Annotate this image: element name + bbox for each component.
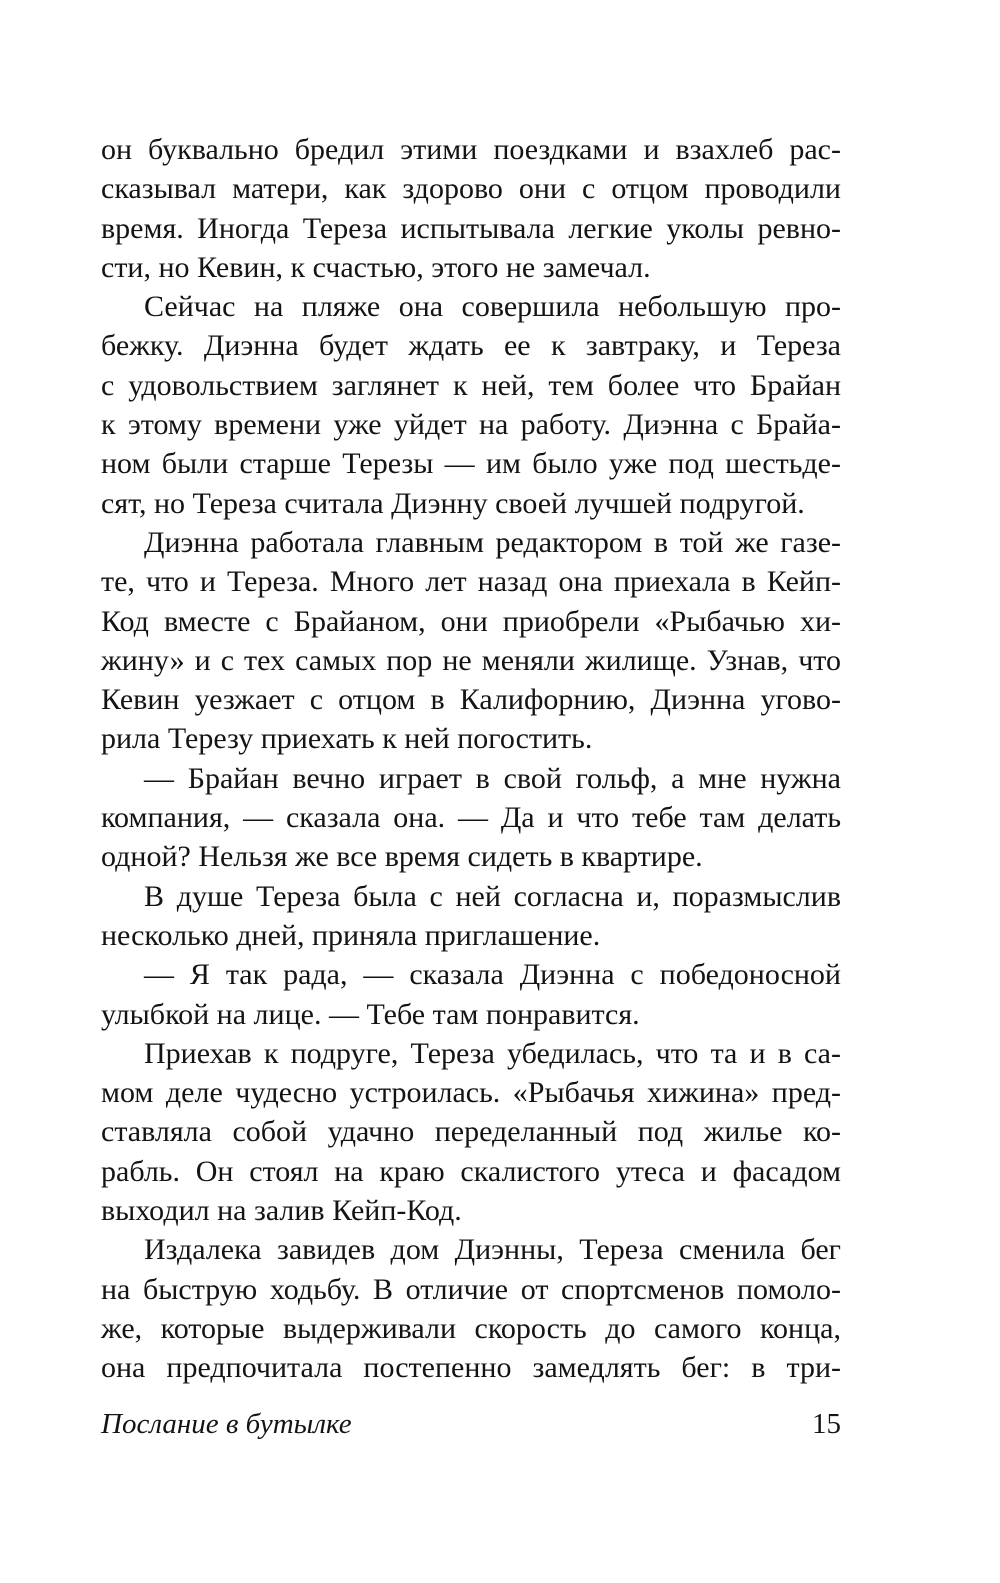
- running-footer-book-title: Послание в бутылке: [101, 1408, 352, 1440]
- text-line: — Брайан вечно играет в свой гольф, а мне нужна: [144, 761, 841, 795]
- text-line: ставляла собой удачно переделанный под жилье ко-: [101, 1115, 841, 1149]
- text-line: он буквально бредил этими поездками и взахлеб рас-: [101, 133, 841, 166]
- text-line: рила Терезу приехать к ней погостить.: [101, 722, 593, 756]
- text-line: сят, но Тереза считала Диэнну своей лучшей подругой.: [101, 486, 805, 520]
- text-line: Код вместе с Брайаном, они приобрели «Рыбачью хи-: [101, 604, 841, 638]
- text-line: — Я так рада, — сказала Диэнна с победоносной: [144, 958, 841, 992]
- text-line: же, которые выдерживали скорость до самого конца,: [101, 1311, 841, 1345]
- text-line: бежку. Диэнна будет ждать ее к завтраку, и Тереза: [101, 329, 841, 363]
- text-line: к этому времени уже уйдет на работу. Диэнна с Брайа-: [101, 408, 841, 442]
- text-line: Кевин уезжает с отцом в Калифорнию, Диэнна угово-: [101, 683, 841, 717]
- text-line: В душе Тереза была с ней согласна и, поразмыслив: [144, 879, 841, 913]
- text-line: на быструю ходьбу. В отличие от спортсменов помоло-: [101, 1272, 841, 1306]
- text-line: Диэнна работала главным редактором в той же газе-: [144, 525, 841, 559]
- text-line: Сейчас на пляже она совершила небольшую про-: [144, 290, 841, 324]
- text-line: она предпочитала постепенно замедлять бег: в три-: [101, 1351, 841, 1385]
- text-line: компания, — сказала она. — Да и что тебе там делать: [101, 801, 841, 835]
- page-body-text: [101, 130, 841, 1388]
- text-line: время. Иногда Тереза испытывала легкие уколы ревно-: [101, 211, 841, 245]
- text-line: Издалека завидев дом Диэнны, Тереза сменила бег: [144, 1233, 841, 1267]
- text-line: те, что и Тереза. Много лет назад она приехала в Кейп-: [101, 565, 841, 599]
- text-line: жину» и с тех самых пор не меняли жилище. Узнав, что: [101, 643, 841, 677]
- page-number: 15: [812, 1408, 841, 1440]
- text-line: одной? Нельзя же все время сидеть в квартире.: [101, 840, 703, 874]
- text-line: улыбкой на лице. — Тебе там понравится.: [101, 997, 640, 1031]
- text-line: с удовольствием заглянет к ней, тем более что Брайан: [101, 368, 841, 402]
- text-line: Приехав к подруге, Тереза убедилась, что та и в са-: [144, 1036, 841, 1070]
- text-line: сказывал матери, как здорово они с отцом проводили: [101, 172, 841, 206]
- text-line: рабль. Он стоял на краю скалистого утеса и фасадом: [101, 1154, 841, 1188]
- text-line: ном были старше Терезы — им было уже под шестьде-: [101, 447, 841, 481]
- text-line: несколько дней, приняла приглашение.: [101, 918, 601, 952]
- text-line: сти, но Кевин, к счастью, этого не замечал.: [101, 250, 651, 284]
- text-line: мом деле чудесно устроилась. «Рыбачья хижина» пред-: [101, 1076, 841, 1110]
- text-line: выходил на залив Кейп-Код.: [101, 1194, 462, 1228]
